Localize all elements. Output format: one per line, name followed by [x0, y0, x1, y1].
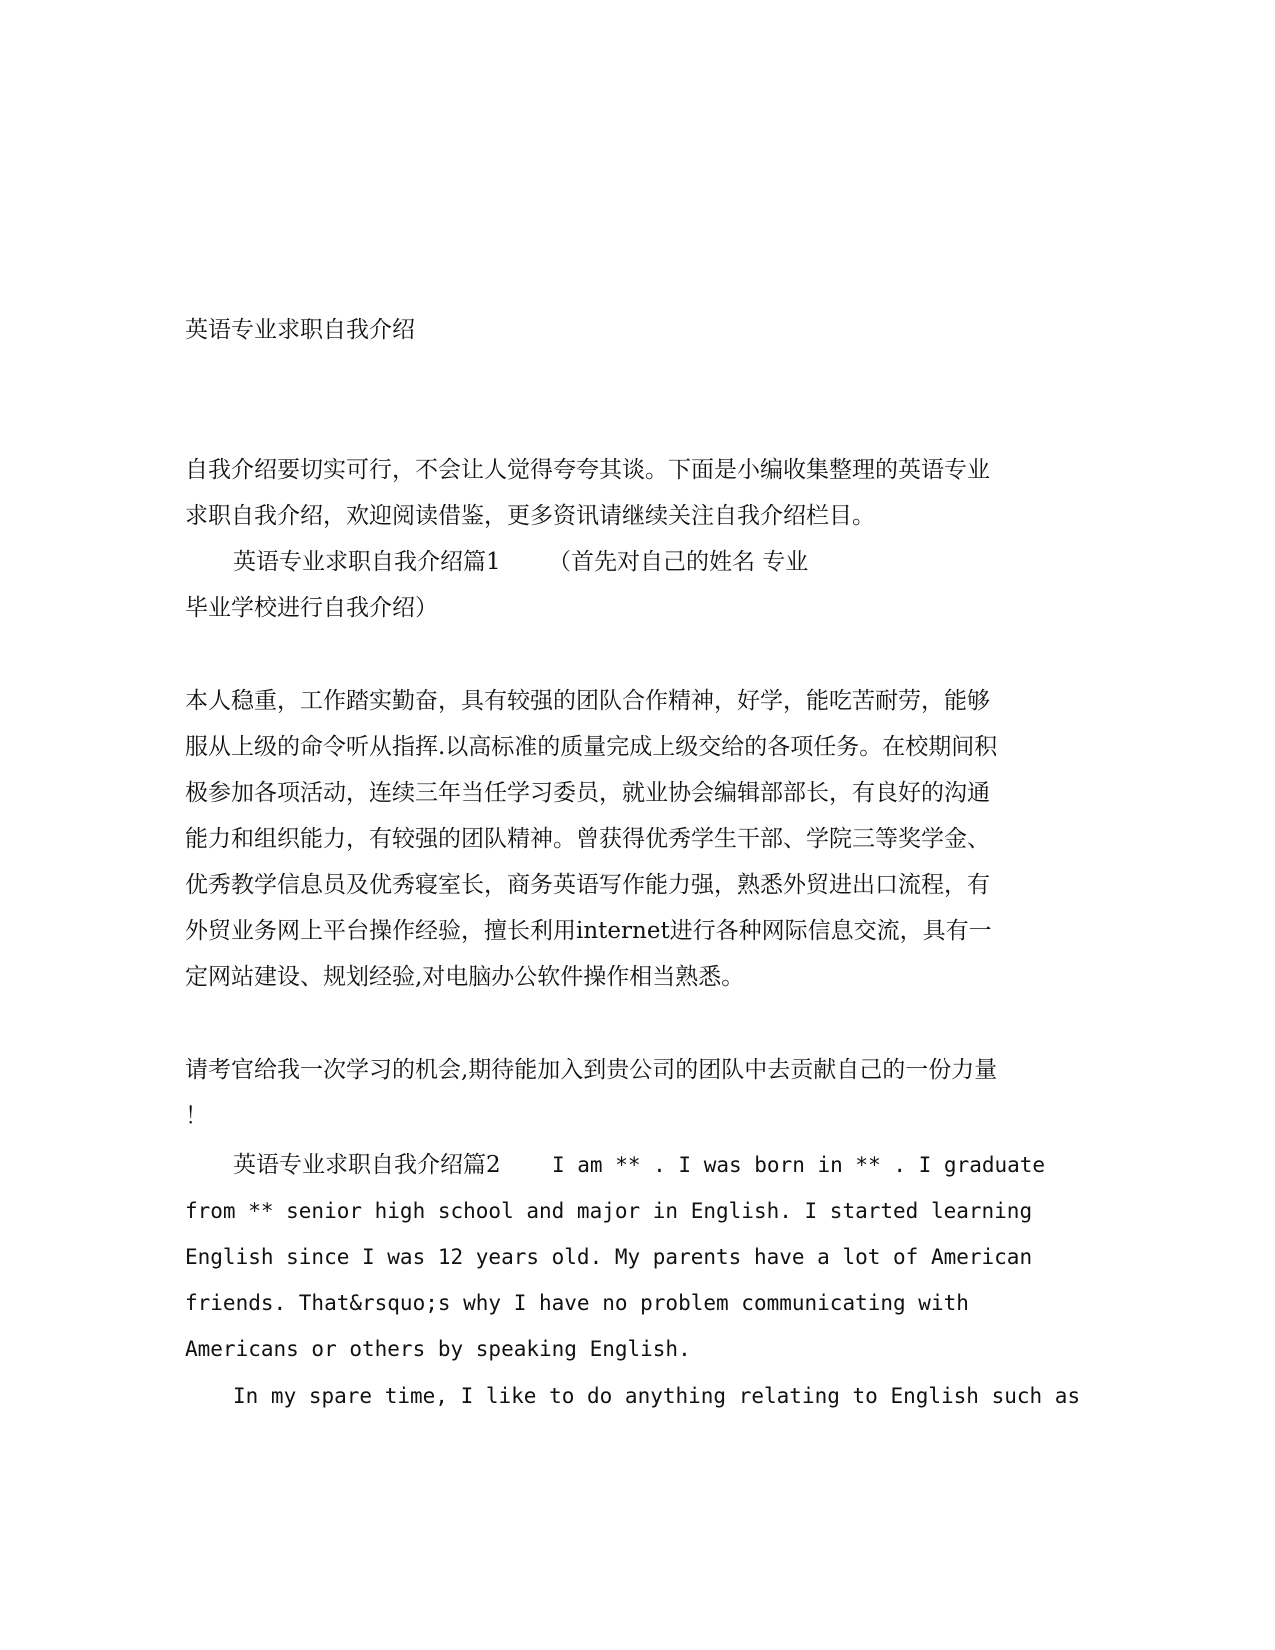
body2-line-1: 请考官给我一次学习的机会,期待能加入到贵公司的团队中去贡献自己的一份力量	[185, 1057, 998, 1083]
intro-line-2: 求职自我介绍，欢迎阅读借鉴，更多资讯请继续关注自我介绍栏目。	[185, 503, 875, 529]
body1-line-5: 优秀教学信息员及优秀寝室长，商务英语写作能力强，熟悉外贸进出口流程，有	[185, 872, 990, 898]
body1-line-3: 极参加各项活动，连续三年当任学习委员，就业协会编辑部部长，有良好的沟通	[185, 780, 990, 806]
intro-line-1: 自我介绍要切实可行，不会让人觉得夸夸其谈。下面是小编收集整理的英语专业	[185, 457, 990, 483]
section1-note-b: 毕业学校进行自我介绍）	[185, 595, 438, 621]
body1-line-6: 外贸业务网上平台操作经验，擅长利用internet进行各种网际信息交流，具有一	[185, 918, 992, 944]
document-title: 英语专业求职自我介绍	[185, 317, 415, 343]
body1-line-7: 定网站建设、规划经验,对电脑办公软件操作相当熟悉。	[185, 964, 745, 990]
section1-note-a: （首先对自己的姓名 专业	[548, 549, 809, 575]
section2-line-1: from ** senior high school and major in English. I started learning	[185, 1199, 1033, 1223]
body1-line-4: 能力和组织能力，有较强的团队精神。曾获得优秀学生干部、学院三等奖学金、	[185, 826, 990, 852]
body1-line-1: 本人稳重，工作踏实勤奋，具有较强的团队合作精神，好学，能吃苦耐劳，能够	[185, 688, 990, 714]
section2-heading: 英语专业求职自我介绍篇2	[233, 1152, 501, 1178]
section2-first-line: I am ** . I was born in ** . I graduate	[552, 1153, 1046, 1177]
section2-line-2: English since I was 12 years old. My parents have a lot of American	[185, 1245, 1033, 1269]
body1-line-2: 服从上级的命令听从指挥.以高标准的质量完成上级交给的各项任务。在校期间积	[185, 734, 998, 760]
section2-line-3: friends. That&rsquo;s why I have no problem communicating with	[185, 1291, 969, 1315]
section2-last-line: In my spare time, I like to do anything relating to English such as	[233, 1384, 1081, 1408]
section1-heading: 英语专业求职自我介绍篇1	[233, 549, 501, 575]
body2-line-2: ！	[185, 1103, 208, 1129]
section2-line-4: Americans or others by speaking English.	[185, 1337, 691, 1361]
